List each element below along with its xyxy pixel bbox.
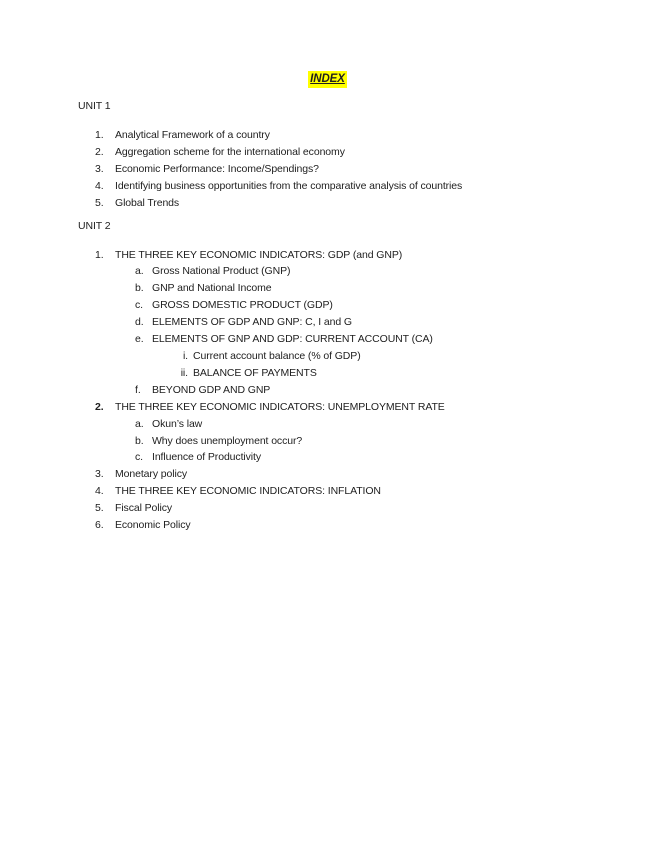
list-item-text: Current account balance (% of GDP): [193, 349, 361, 362]
list-item-text: THE THREE KEY ECONOMIC INDICATORS: UNEMPLOYMENT RATE: [115, 400, 445, 413]
list-item-text: ELEMENTS OF GNP AND GDP: CURRENT ACCOUNT (CA): [152, 333, 433, 346]
list-item: [0, 399, 655, 416]
list-marker: b.: [135, 434, 144, 447]
section-heading: UNIT 2: [78, 219, 111, 232]
list-item: [0, 449, 655, 466]
list-marker: a.: [135, 417, 144, 430]
list-item-text: GROSS DOMESTIC PRODUCT (GDP): [152, 299, 333, 312]
list-item: [0, 263, 655, 280]
list-item: [0, 144, 655, 161]
list-marker: 4.: [95, 485, 104, 498]
list-item-text: BEYOND GDP AND GNP: [152, 383, 271, 396]
list-marker: 1.: [95, 129, 104, 141]
list-item: [0, 195, 655, 212]
list-item-text: GNP and National Income: [152, 282, 272, 295]
list-marker: 2.: [95, 145, 104, 158]
list-marker: 3.: [95, 162, 104, 175]
list-item-text: THE THREE KEY ECONOMIC INDICATORS: INFLATION: [115, 485, 381, 498]
list-item-text: Identifying business opportunities from the comparative analysis of countries: [115, 179, 463, 192]
list-marker: i.: [182, 349, 188, 362]
section-heading: UNIT 1: [78, 100, 111, 112]
list-marker: f.: [135, 383, 141, 396]
list-item-text: ELEMENTS OF GDP AND GNP: C, I and G: [152, 316, 352, 329]
page-title: INDEX: [308, 71, 347, 88]
list-marker: 1.: [95, 248, 104, 261]
list-item-text: Economic Policy: [115, 519, 191, 532]
list-item: [0, 517, 655, 534]
unit-section-2: [0, 218, 655, 534]
list-marker: e.: [135, 333, 144, 346]
list-marker: 4.: [95, 179, 104, 192]
list-marker: 5.: [95, 196, 104, 209]
list-marker: d.: [135, 316, 144, 329]
list-marker: a.: [135, 265, 144, 278]
list-item-text: Monetary policy: [115, 468, 188, 481]
list-item: [0, 348, 655, 365]
unit-section-1: [0, 98, 655, 212]
list-item-text: Gross National Product (GNP): [152, 265, 291, 278]
list-marker: 2.: [95, 400, 104, 413]
list-item: [0, 500, 655, 517]
list-item-text: Aggregation scheme for the international economy: [115, 145, 345, 158]
list-item: [0, 416, 655, 433]
list-marker: 3.: [95, 468, 104, 481]
list-item: [0, 331, 655, 348]
list-item: [0, 161, 655, 178]
list-marker: ii.: [180, 366, 188, 379]
section-list: [0, 247, 655, 534]
list-item-text: THE THREE KEY ECONOMIC INDICATORS: GDP (and GNP): [115, 248, 403, 261]
list-item-text: Global Trends: [115, 196, 180, 209]
list-item: [0, 365, 655, 382]
list-item-text: Okun’s law: [152, 417, 203, 430]
list-item: [0, 280, 655, 297]
list-item-text: BALANCE OF PAYMENTS: [193, 366, 317, 379]
list-marker: 5.: [95, 502, 104, 515]
list-item: [0, 483, 655, 500]
list-item-text: Influence of Productivity: [152, 451, 261, 464]
list-item: [0, 382, 655, 399]
list-item: [0, 127, 655, 144]
list-item-text: Economic Performance: Income/Spendings?: [115, 162, 319, 175]
list-item-text: Fiscal Policy: [115, 502, 173, 515]
list-item: [0, 297, 655, 314]
list-item-text: Analytical Framework of a country: [115, 129, 270, 141]
list-marker: b.: [135, 282, 144, 295]
sections-container: [0, 98, 655, 534]
list-marker: c.: [135, 451, 143, 464]
list-marker: c.: [135, 299, 143, 312]
list-item-text: Why does unemployment occur?: [152, 434, 303, 447]
list-item: [0, 178, 655, 195]
list-item: [0, 247, 655, 264]
section-list: [0, 127, 655, 212]
list-marker: 6.: [95, 519, 104, 532]
list-item: [0, 314, 655, 331]
list-item: [0, 466, 655, 483]
title-line: [0, 71, 655, 88]
list-item: [0, 433, 655, 450]
